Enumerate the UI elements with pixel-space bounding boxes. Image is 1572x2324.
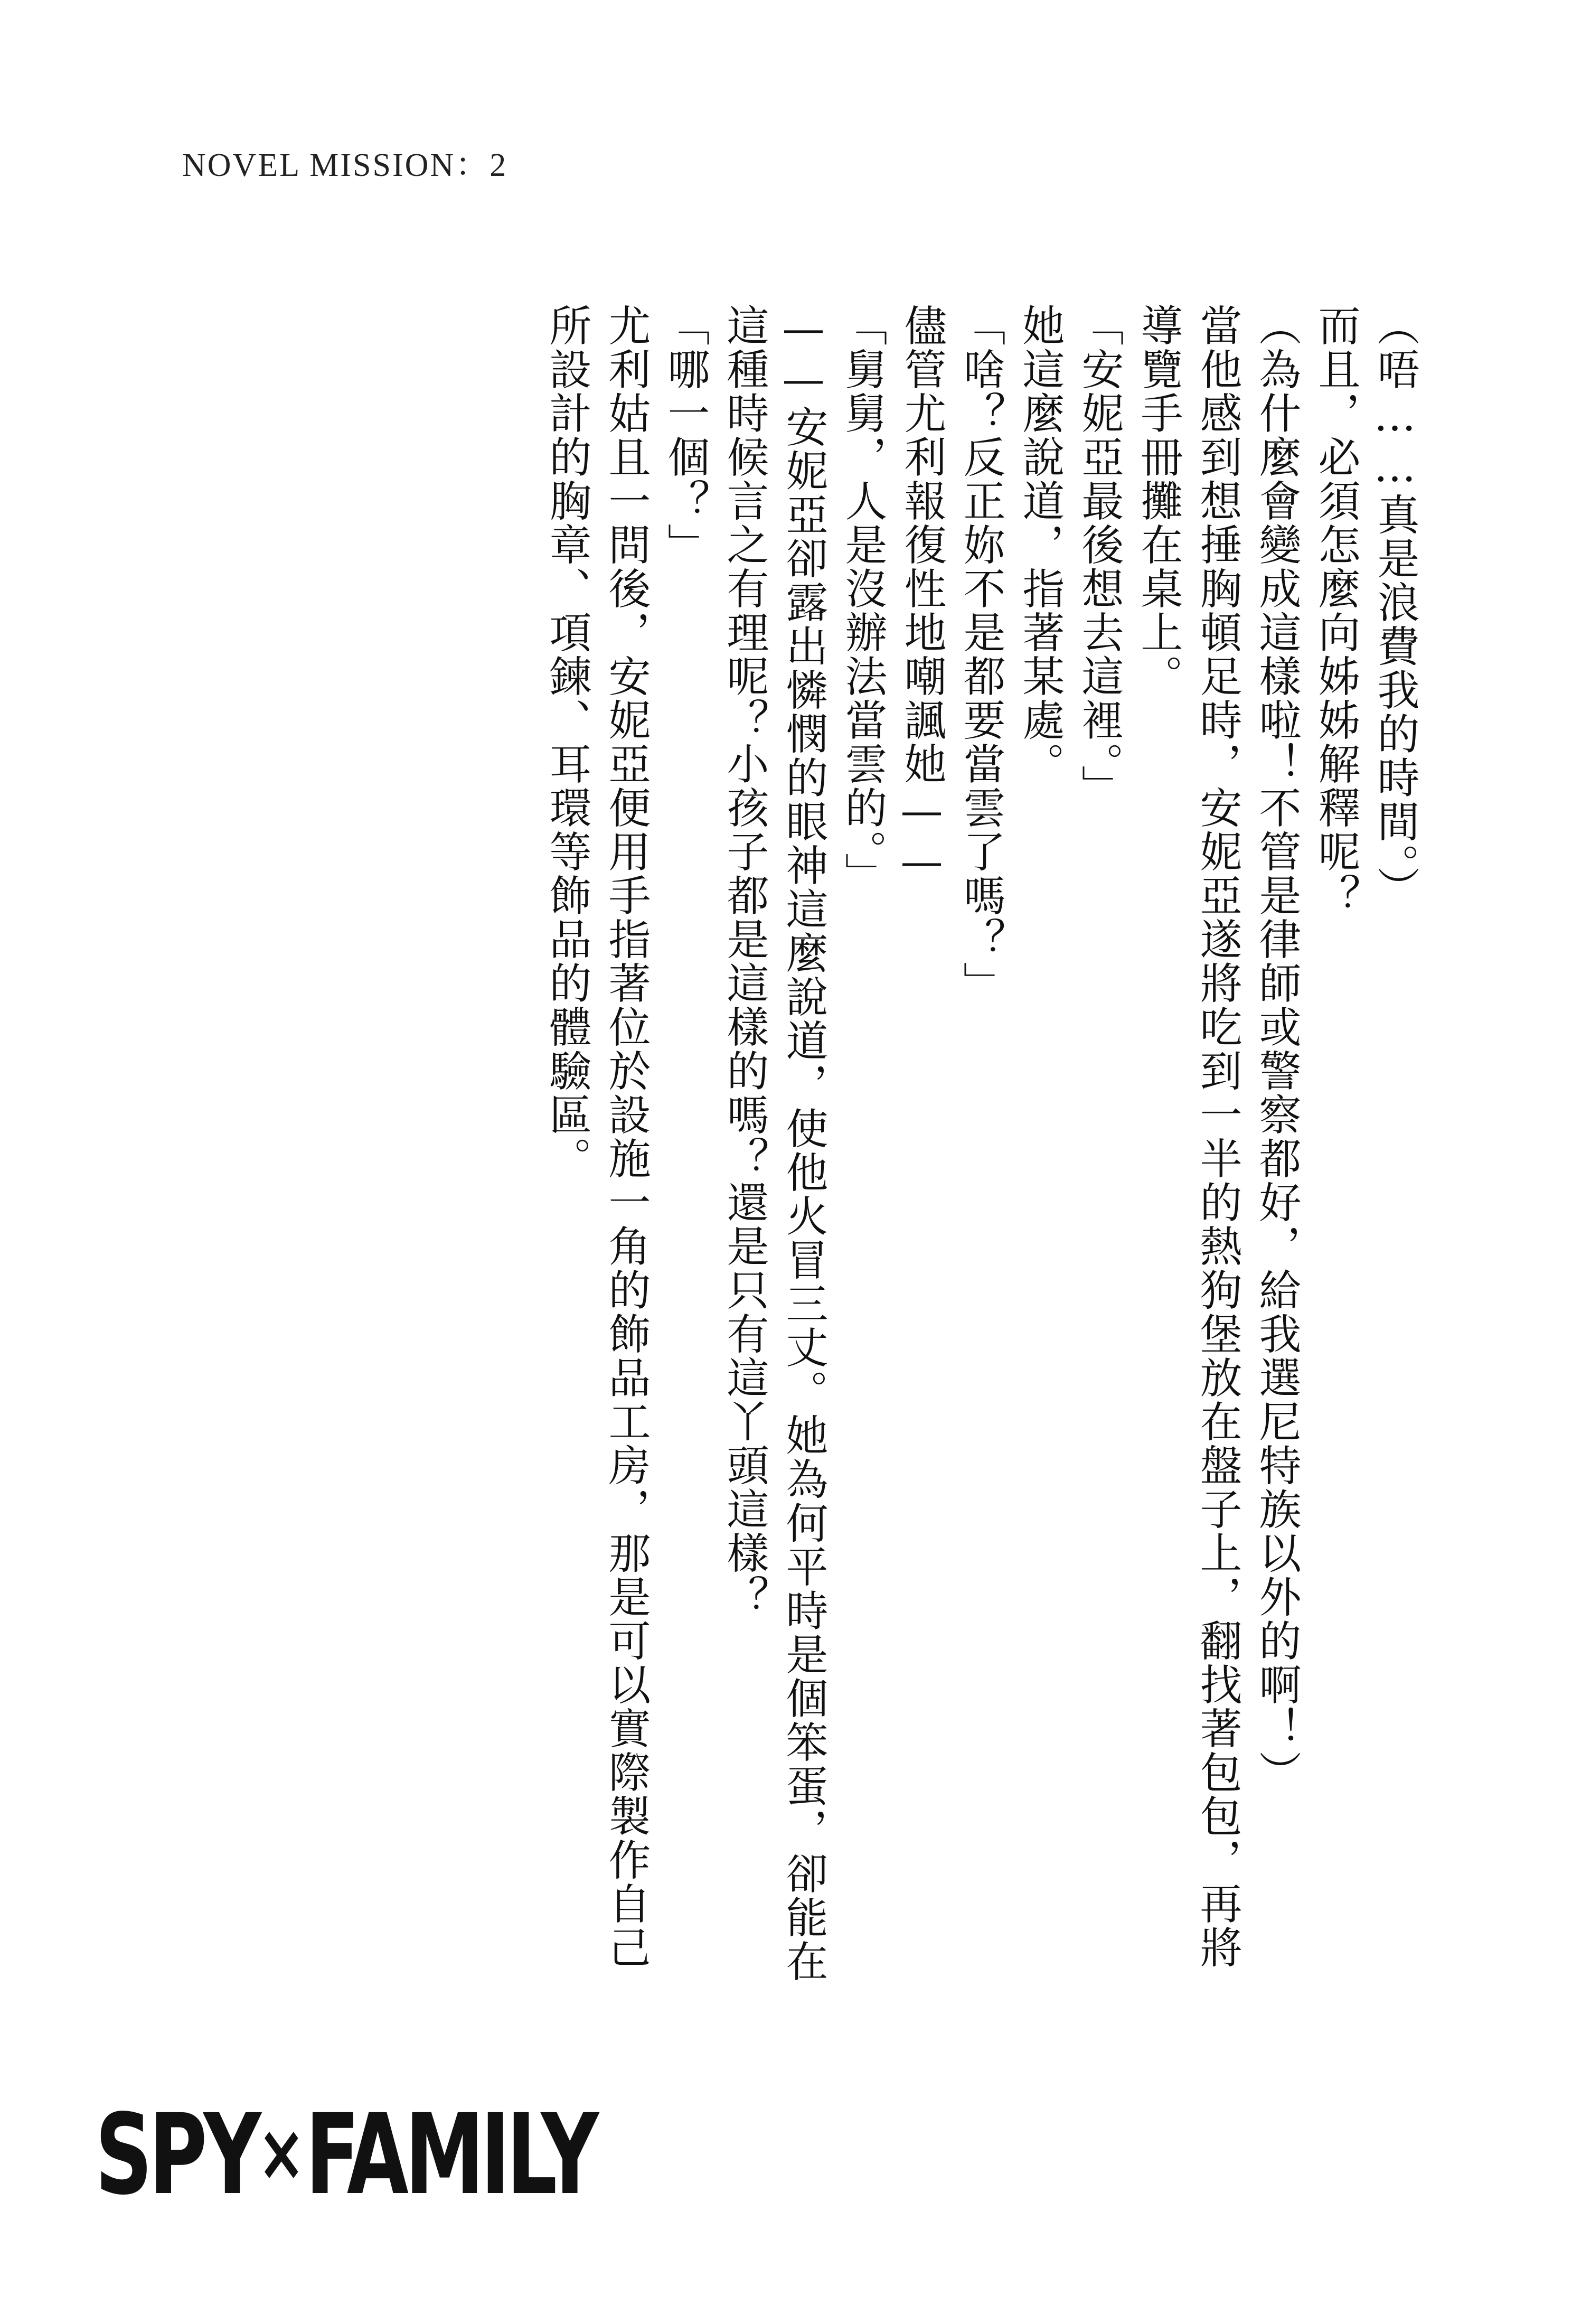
spy-family-logo xyxy=(95,2090,595,2219)
logo-left: SPY xyxy=(95,2090,258,2219)
text-line: 所設計的胸章、項鍊、耳環等飾品的體驗區。 xyxy=(542,304,591,1180)
text-line: 導覽手冊攤在桌上。 xyxy=(1134,304,1183,698)
text-line: 「安妮亞最後想去這裡。」 xyxy=(1075,304,1124,809)
text-line: 她這麼說道，指著某處。 xyxy=(1015,304,1065,786)
text-line: 當他感到想捶胸頓足時，安妮亞遂將吃到一半的熱狗堡放在盤子上，翻找著包包，再將 xyxy=(1193,304,1242,1970)
text-line: 「哪一個？」 xyxy=(661,304,710,567)
text-line: （唔……真是浪費我的時間。） xyxy=(1370,304,1419,910)
text-line: 尤利姑且一問後，安妮亞便用手指著位於設施一角的飾品工房，那是可以實際製作自己 xyxy=(601,304,651,1970)
text-line: 「舅舅，人是沒辦法當雲的。」 xyxy=(838,304,887,896)
page-header: NOVEL MISSION：2 xyxy=(182,147,508,183)
text-line: 「啥？反正妳不是都要當雲了嗎？」 xyxy=(956,304,1005,1005)
logo-right: FAMILY xyxy=(305,2090,595,2219)
text-line: ——安妮亞卻露出憐憫的眼神這麼說道，使他火冒三丈。她為何平時是個笨蛋，卻能在 xyxy=(779,304,828,1983)
text-line: 而且，必須怎麼向姊姊解釋呢？ xyxy=(1311,304,1360,917)
logo-cross-icon: × xyxy=(257,2107,306,2199)
text-line: 儘管尤利報復性地嘲諷她—— xyxy=(897,304,946,887)
text-line: 這種時候言之有理呢？小孩子都是這樣的嗎？還是只有這丫頭這樣？ xyxy=(720,304,769,1619)
novel-body-text xyxy=(183,304,1424,2142)
text-line: （為什麼會變成這樣啦！不管是律師或警察都好，給我選尼特族以外的啊！） xyxy=(1252,304,1301,1794)
